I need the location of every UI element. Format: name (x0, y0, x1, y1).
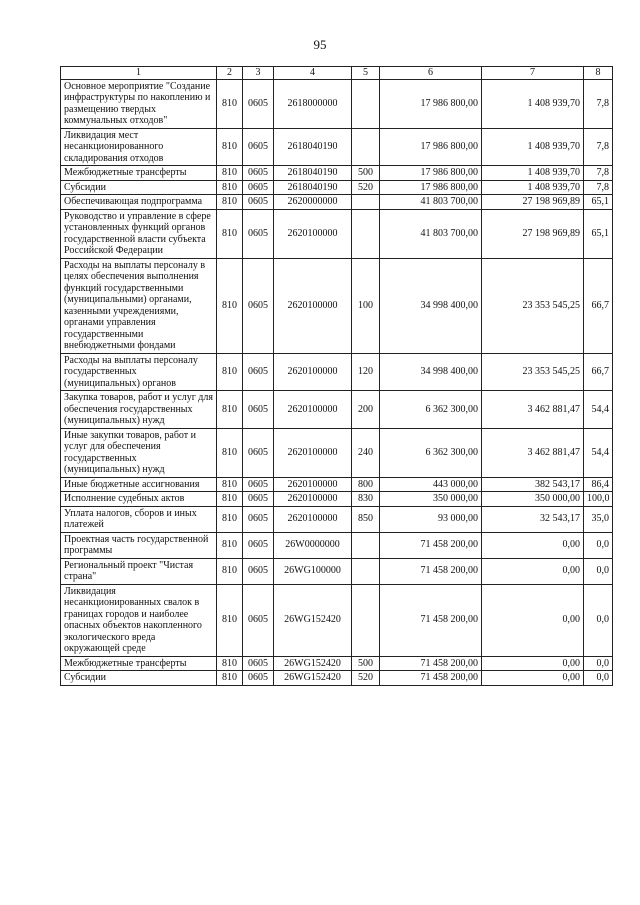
section-code-cell: 0605 (243, 492, 274, 507)
table-row (61, 532, 613, 558)
target-article-cell: 2620100000 (274, 506, 352, 532)
expense-type-cell: 500 (352, 166, 380, 181)
planned-amount-cell: 34 998 400,00 (380, 258, 482, 353)
expense-type-cell: 520 (352, 180, 380, 195)
ministry-code-cell: 810 (217, 79, 243, 128)
target-article-cell: 2620100000 (274, 258, 352, 353)
ministry-code-cell: 810 (217, 558, 243, 584)
column-header: 6 (380, 67, 482, 80)
section-code-cell: 0605 (243, 195, 274, 210)
planned-amount-cell: 71 458 200,00 (380, 671, 482, 686)
row-name-cell: Руководство и управление в сфере установленных функций органов государственной власти субъекта Российской Федерации (61, 209, 217, 258)
table-row (61, 656, 613, 671)
target-article-cell: 2620100000 (274, 477, 352, 492)
percent-cell: 54,4 (584, 391, 613, 429)
target-article-cell: 2620100000 (274, 492, 352, 507)
target-article-cell: 26WG100000 (274, 558, 352, 584)
planned-amount-cell: 6 362 300,00 (380, 428, 482, 477)
percent-cell: 0,0 (584, 558, 613, 584)
column-header: 5 (352, 67, 380, 80)
percent-cell: 66,7 (584, 258, 613, 353)
planned-amount-cell: 71 458 200,00 (380, 656, 482, 671)
executed-amount-cell: 32 543,17 (482, 506, 584, 532)
planned-amount-cell: 71 458 200,00 (380, 532, 482, 558)
expense-type-cell (352, 79, 380, 128)
planned-amount-cell: 17 986 800,00 (380, 180, 482, 195)
table-row (61, 353, 613, 391)
percent-cell: 7,8 (584, 79, 613, 128)
expense-type-cell: 830 (352, 492, 380, 507)
target-article-cell: 2620100000 (274, 391, 352, 429)
ministry-code-cell: 810 (217, 584, 243, 656)
executed-amount-cell: 27 198 969,89 (482, 209, 584, 258)
table-row (61, 258, 613, 353)
executed-amount-cell: 0,00 (482, 532, 584, 558)
table-row (61, 166, 613, 181)
percent-cell: 86,4 (584, 477, 613, 492)
planned-amount-cell: 17 986 800,00 (380, 79, 482, 128)
table-row (61, 209, 613, 258)
row-name-cell: Исполнение судебных актов (61, 492, 217, 507)
column-header: 7 (482, 67, 584, 80)
percent-cell: 65,1 (584, 195, 613, 210)
executed-amount-cell: 27 198 969,89 (482, 195, 584, 210)
row-name-cell: Расходы на выплаты персоналу в целях обеспечения выполнения функций государственными (муниципальными) органами, казенными учреждениями, органами управления государственными внебюджетными фондами (61, 258, 217, 353)
target-article-cell: 2618040190 (274, 128, 352, 166)
percent-cell: 54,4 (584, 428, 613, 477)
ministry-code-cell: 810 (217, 656, 243, 671)
table-row (61, 195, 613, 210)
row-name-cell: Региональный проект "Чистая страна" (61, 558, 217, 584)
ministry-code-cell: 810 (217, 209, 243, 258)
row-name-cell: Уплата налогов, сборов и иных платежей (61, 506, 217, 532)
section-code-cell: 0605 (243, 506, 274, 532)
section-code-cell: 0605 (243, 353, 274, 391)
section-code-cell: 0605 (243, 532, 274, 558)
row-name-cell: Обеспечивающая подпрограмма (61, 195, 217, 210)
ministry-code-cell: 810 (217, 532, 243, 558)
percent-cell: 65,1 (584, 209, 613, 258)
expense-type-cell (352, 558, 380, 584)
expense-type-cell: 100 (352, 258, 380, 353)
executed-amount-cell: 1 408 939,70 (482, 180, 584, 195)
row-name-cell: Расходы на выплаты персоналу государственных (муниципальных) органов (61, 353, 217, 391)
row-name-cell: Межбюджетные трансферты (61, 166, 217, 181)
table-row (61, 180, 613, 195)
executed-amount-cell: 23 353 545,25 (482, 353, 584, 391)
planned-amount-cell: 6 362 300,00 (380, 391, 482, 429)
executed-amount-cell: 1 408 939,70 (482, 166, 584, 181)
executed-amount-cell: 0,00 (482, 656, 584, 671)
target-article-cell: 2620000000 (274, 195, 352, 210)
expense-type-cell (352, 209, 380, 258)
percent-cell: 35,0 (584, 506, 613, 532)
row-name-cell: Иные закупки товаров, работ и услуг для обеспечения государственных (муниципальных) нужд (61, 428, 217, 477)
percent-cell: 100,0 (584, 492, 613, 507)
executed-amount-cell: 0,00 (482, 584, 584, 656)
header-row (61, 67, 613, 80)
planned-amount-cell: 350 000,00 (380, 492, 482, 507)
percent-cell: 0,0 (584, 656, 613, 671)
row-name-cell: Субсидии (61, 671, 217, 686)
target-article-cell: 2618040190 (274, 166, 352, 181)
section-code-cell: 0605 (243, 584, 274, 656)
row-name-cell: Проектная часть государственной программы (61, 532, 217, 558)
target-article-cell: 2618040190 (274, 180, 352, 195)
expense-type-cell: 200 (352, 391, 380, 429)
executed-amount-cell: 23 353 545,25 (482, 258, 584, 353)
percent-cell: 7,8 (584, 128, 613, 166)
expense-type-cell: 800 (352, 477, 380, 492)
column-header: 4 (274, 67, 352, 80)
ministry-code-cell: 810 (217, 671, 243, 686)
table-row (61, 477, 613, 492)
column-header: 8 (584, 67, 613, 80)
executed-amount-cell: 0,00 (482, 671, 584, 686)
table-row (61, 584, 613, 656)
ministry-code-cell: 810 (217, 180, 243, 195)
ministry-code-cell: 810 (217, 128, 243, 166)
section-code-cell: 0605 (243, 477, 274, 492)
section-code-cell: 0605 (243, 391, 274, 429)
ministry-code-cell: 810 (217, 477, 243, 492)
target-article-cell: 2618000000 (274, 79, 352, 128)
row-name-cell: Ликвидация несанкционированных свалок в границах городов и наиболее опасных объектов накопленного экологического вреда окружающей среде (61, 584, 217, 656)
executed-amount-cell: 0,00 (482, 558, 584, 584)
ministry-code-cell: 810 (217, 258, 243, 353)
planned-amount-cell: 17 986 800,00 (380, 166, 482, 181)
ministry-code-cell: 810 (217, 391, 243, 429)
planned-amount-cell: 41 803 700,00 (380, 195, 482, 210)
planned-amount-cell: 17 986 800,00 (380, 128, 482, 166)
ministry-code-cell: 810 (217, 506, 243, 532)
expense-type-cell: 850 (352, 506, 380, 532)
expense-type-cell: 500 (352, 656, 380, 671)
planned-amount-cell: 71 458 200,00 (380, 584, 482, 656)
table-row (61, 79, 613, 128)
section-code-cell: 0605 (243, 128, 274, 166)
row-name-cell: Основное мероприятие "Создание инфраструктуры по накоплению и размещению твердых коммунальных отходов" (61, 79, 217, 128)
table-row (61, 671, 613, 686)
percent-cell: 0,0 (584, 584, 613, 656)
executed-amount-cell: 1 408 939,70 (482, 128, 584, 166)
planned-amount-cell: 71 458 200,00 (380, 558, 482, 584)
planned-amount-cell: 34 998 400,00 (380, 353, 482, 391)
table-row (61, 391, 613, 429)
column-header: 3 (243, 67, 274, 80)
percent-cell: 66,7 (584, 353, 613, 391)
executed-amount-cell: 1 408 939,70 (482, 79, 584, 128)
executed-amount-cell: 3 462 881,47 (482, 428, 584, 477)
percent-cell: 7,8 (584, 180, 613, 195)
section-code-cell: 0605 (243, 656, 274, 671)
planned-amount-cell: 443 000,00 (380, 477, 482, 492)
section-code-cell: 0605 (243, 180, 274, 195)
expense-type-cell (352, 195, 380, 210)
ministry-code-cell: 810 (217, 166, 243, 181)
percent-cell: 0,0 (584, 532, 613, 558)
table-row (61, 492, 613, 507)
executed-amount-cell: 382 543,17 (482, 477, 584, 492)
ministry-code-cell: 810 (217, 428, 243, 477)
target-article-cell: 2620100000 (274, 209, 352, 258)
expense-type-cell (352, 128, 380, 166)
table-row (61, 428, 613, 477)
planned-amount-cell: 93 000,00 (380, 506, 482, 532)
ministry-code-cell: 810 (217, 353, 243, 391)
executed-amount-cell: 350 000,00 (482, 492, 584, 507)
section-code-cell: 0605 (243, 671, 274, 686)
section-code-cell: 0605 (243, 558, 274, 584)
table-row (61, 558, 613, 584)
target-article-cell: 26W0000000 (274, 532, 352, 558)
expense-type-cell (352, 584, 380, 656)
table-row (61, 128, 613, 166)
target-article-cell: 26WG152420 (274, 671, 352, 686)
section-code-cell: 0605 (243, 79, 274, 128)
executed-amount-cell: 3 462 881,47 (482, 391, 584, 429)
percent-cell: 0,0 (584, 671, 613, 686)
target-article-cell: 26WG152420 (274, 584, 352, 656)
row-name-cell: Ликвидация мест несанкционированного складирования отходов (61, 128, 217, 166)
row-name-cell: Иные бюджетные ассигнования (61, 477, 217, 492)
expense-type-cell (352, 532, 380, 558)
target-article-cell: 26WG152420 (274, 656, 352, 671)
section-code-cell: 0605 (243, 209, 274, 258)
column-header: 1 (61, 67, 217, 80)
percent-cell: 7,8 (584, 166, 613, 181)
expense-type-cell: 520 (352, 671, 380, 686)
expense-type-cell: 120 (352, 353, 380, 391)
table-row (61, 506, 613, 532)
row-name-cell: Закупка товаров, работ и услуг для обеспечения государственных (муниципальных) нужд (61, 391, 217, 429)
page-number: 95 (313, 37, 327, 52)
budget-table (60, 66, 613, 686)
section-code-cell: 0605 (243, 166, 274, 181)
ministry-code-cell: 810 (217, 195, 243, 210)
row-name-cell: Межбюджетные трансферты (61, 656, 217, 671)
target-article-cell: 2620100000 (274, 428, 352, 477)
section-code-cell: 0605 (243, 428, 274, 477)
expense-type-cell: 240 (352, 428, 380, 477)
section-code-cell: 0605 (243, 258, 274, 353)
planned-amount-cell: 41 803 700,00 (380, 209, 482, 258)
target-article-cell: 2620100000 (274, 353, 352, 391)
ministry-code-cell: 810 (217, 492, 243, 507)
row-name-cell: Субсидии (61, 180, 217, 195)
column-header: 2 (217, 67, 243, 80)
